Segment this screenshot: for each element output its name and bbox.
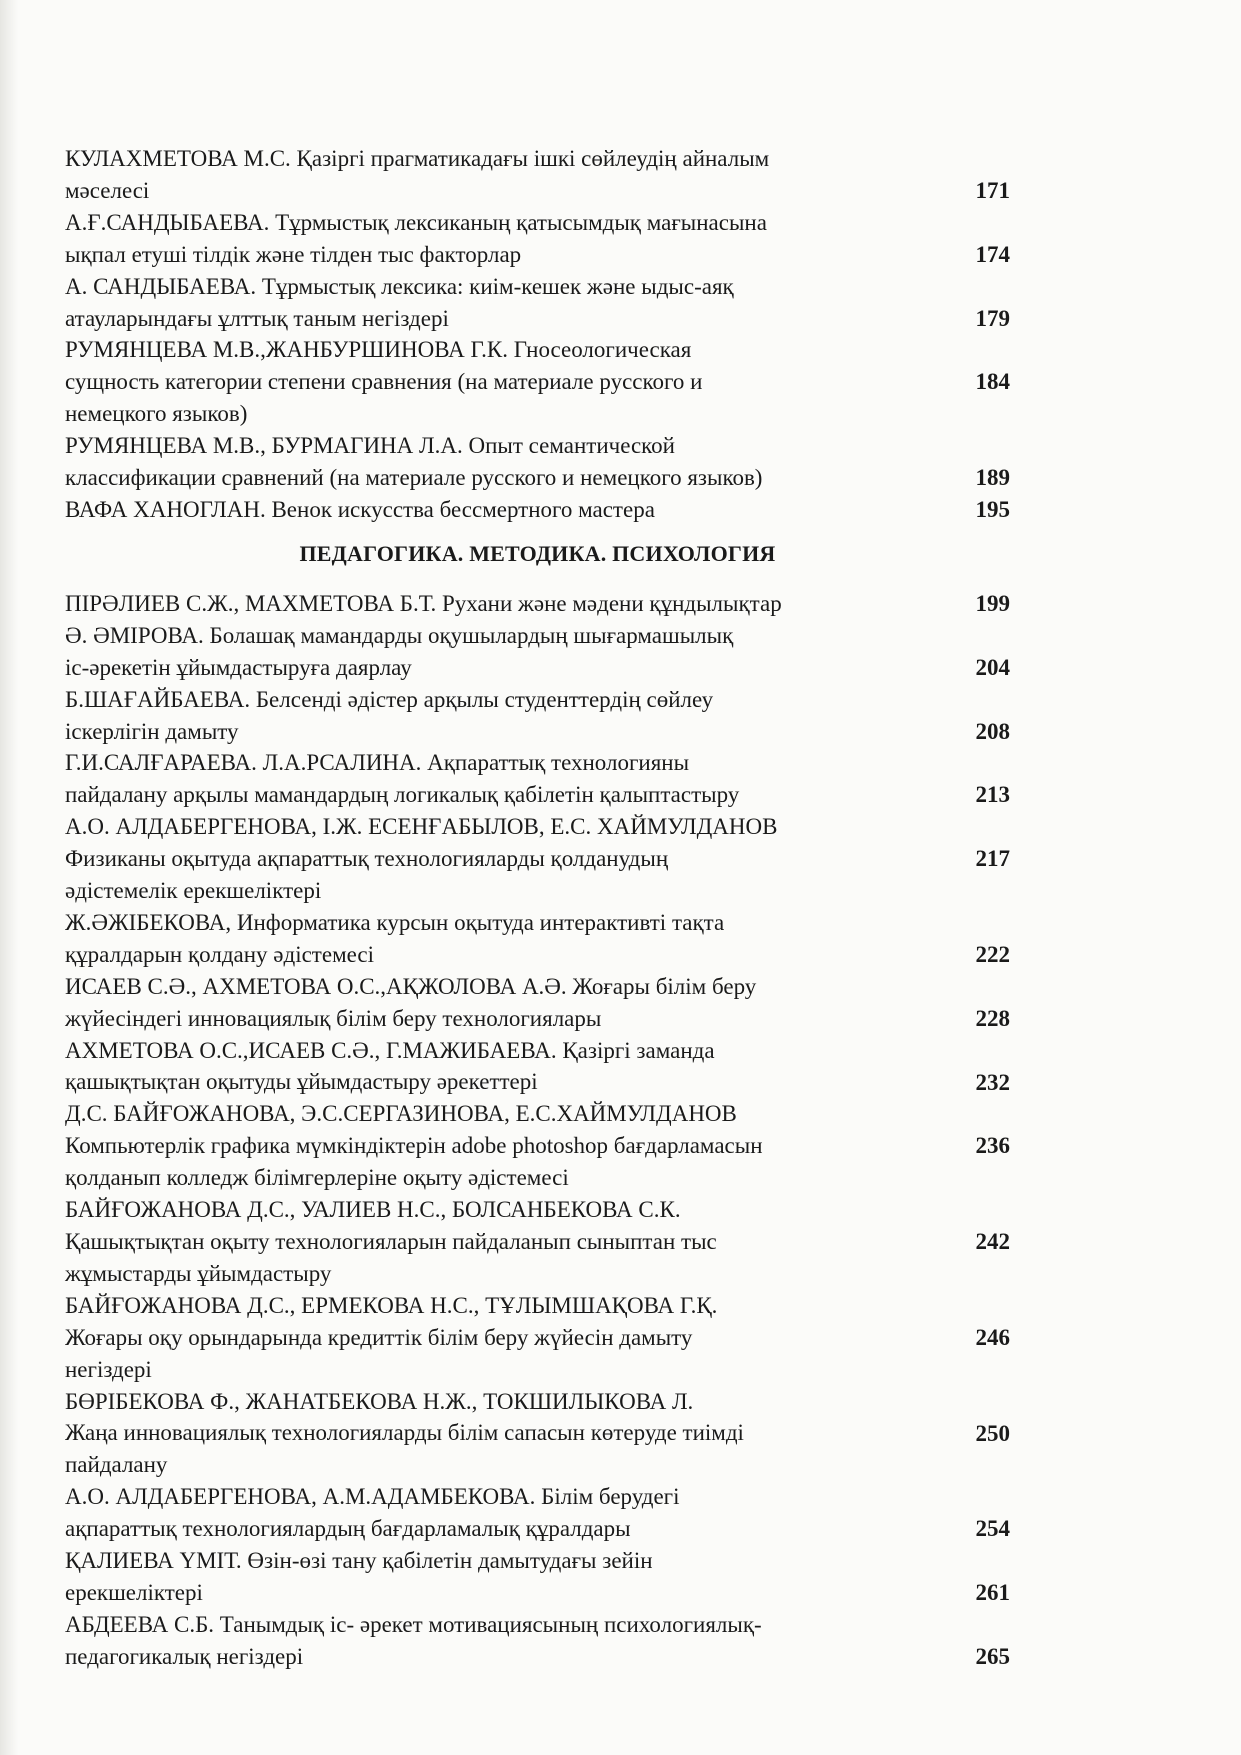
page-edge-shadow	[0, 0, 18, 1755]
entry-line: ПІРӘЛИЕВ С.Ж., МАХМЕТОВА Б.Т. Рухани және мәдени құндылықтар	[65, 590, 782, 616]
entry-page-number: 265	[975, 1643, 1010, 1669]
entry-line: мәселесі	[65, 177, 150, 203]
entry-page-number: 213	[975, 782, 1010, 808]
entry-page-number: 228	[975, 1005, 1010, 1031]
entry-line: Жоғары оқу орындарында кредиттік білім беру жүйесін дамыту	[65, 1324, 693, 1350]
table-of-contents	[65, 143, 1010, 1673]
toc-entry	[65, 1481, 1010, 1545]
entry-line: ИСАЕВ С.Ә., АХМЕТОВА О.С.,АҚЖОЛОВА А.Ә. Жоғары білім беру	[65, 973, 757, 999]
entry-page-number: 179	[975, 305, 1010, 331]
entry-line: Жаңа инновациялық технологияларды білім сапасын көтеруде тиімді	[65, 1420, 744, 1446]
entry-page-number: 242	[975, 1229, 1010, 1255]
toc-entry	[65, 143, 1010, 207]
entry-line: Б.ШАҒАЙБАЕВА. Белсенді әдістер арқылы студенттердің сөйлеу	[65, 686, 714, 712]
entry-page-number: 195	[975, 496, 1010, 522]
section-heading: ПЕДАГОГИКА. МЕТОДИКА. ПСИХОЛОГИЯ	[299, 540, 776, 566]
toc-entry	[65, 430, 1010, 494]
toc-entry	[65, 334, 1010, 430]
toc-entry	[65, 1386, 1010, 1482]
toc-entry	[65, 207, 1010, 271]
entry-line: Қашықтықтан оқыту технологияларын пайдаланып сыныптан тыс	[65, 1229, 717, 1254]
entry-line: БАЙҒОЖАНОВА Д.С., ЕРМЕКОВА Н.С., ТҰЛЫМШАҚОВА Г.Қ.	[65, 1292, 718, 1318]
entry-line: Компьютерлік графика мүмкіндіктерін adobe photoshop бағдарламасын	[65, 1133, 763, 1159]
entry-line: қолданып колледж білімгерлеріне оқыту әдістемесі	[65, 1165, 569, 1191]
entry-line: РУМЯНЦЕВА М.В., БУРМАГИНА Л.А. Опыт семантической	[65, 433, 675, 459]
entry-line: А. САНДЫБАЕВА. Тұрмыстық лексика: киім-кешек және ыдыс-аяқ	[65, 273, 734, 299]
toc-entry	[65, 1194, 1010, 1290]
toc-entry	[65, 684, 1010, 748]
entry-line: педагогикалық негіздері	[65, 1643, 304, 1669]
entry-line: КУЛАХМЕТОВА М.С. Қазіргі прагматикадағы ішкі сөйлеудің айналым	[65, 146, 770, 171]
entry-page-number: 208	[975, 718, 1010, 744]
entry-line: ВАФА ХАНОГЛАН. Венок искусства бессмертного мастера	[65, 496, 655, 522]
entry-line: Ж.ӘЖІБЕКОВА, Информатика курсын оқытуда интерактивті тақта	[65, 909, 725, 935]
entry-line: Д.С. БАЙҒОЖАНОВА, Э.С.СЕРГАЗИНОВА, Е.С.ХАЙМУЛДАНОВ	[65, 1101, 737, 1127]
entry-line: жүйесіндегі инновациялық білім беру технологиялары	[65, 1005, 602, 1031]
entry-page-number: 174	[975, 241, 1010, 267]
entry-line: АХМЕТОВА О.С.,ИСАЕВ С.Ә., Г.МАЖИБАЕВА. Қазіргі заманда	[65, 1037, 715, 1063]
toc-entry	[65, 494, 1010, 526]
entry-page-number: 171	[975, 178, 1010, 203]
toc-entry	[65, 971, 1010, 1035]
entry-line: немецкого языков)	[65, 401, 248, 427]
toc-entry	[65, 1098, 1010, 1194]
toc-entry	[65, 747, 1010, 811]
entry-line: А.Ғ.САНДЫБАЕВА. Тұрмыстық лексиканың қатысымдық мағынасына	[65, 209, 767, 235]
entry-line: БАЙҒОЖАНОВА Д.С., УАЛИЕВ Н.С., БОЛСАНБЕКОВА С.К.	[65, 1197, 681, 1223]
entry-page-number: 199	[975, 590, 1010, 616]
entry-line: Г.И.САЛҒАРАЕВА. Л.А.РСАЛИНА. Ақпараттық технологияны	[65, 750, 690, 776]
toc-entry	[65, 1609, 1010, 1673]
entry-line: АБДЕЕВА С.Б. Танымдық іс- әрекет мотивациясының психологиялық-	[65, 1611, 762, 1637]
toc-entry	[65, 1035, 1010, 1099]
entry-line: Ә. ӘМІРОВА. Болашақ мамандарды оқушылардың шығармашылық	[65, 622, 734, 648]
entry-line: А.О. АЛДАБЕРГЕНОВА, А.М.АДАМБЕКОВА. Білім берудегі	[65, 1484, 680, 1510]
entry-page-number: 232	[975, 1069, 1010, 1095]
entry-page-number: 189	[975, 465, 1010, 491]
toc-entry	[65, 271, 1010, 335]
toc-entry	[65, 811, 1010, 907]
entry-line: негіздері	[65, 1356, 152, 1382]
entry-line: сущность категории степени сравнения (на материале русского и	[65, 369, 703, 395]
entry-line: атауларындағы ұлттық таным негіздері	[65, 305, 449, 331]
entry-page-number: 236	[975, 1133, 1010, 1159]
toc-entry	[65, 1545, 1010, 1609]
entry-line: БӨРІБЕКОВА Ф., ЖАНАТБЕКОВА Н.Ж., ТОКШИЛЫКОВА Л.	[65, 1388, 694, 1414]
entry-line: құралдарын қолдану әдістемесі	[65, 941, 375, 967]
entry-line: классификации сравнений (на материале русского и немецкого языков)	[65, 465, 763, 491]
entry-line: ықпал етуші тілдік және тілден тыс факторлар	[65, 241, 522, 267]
entry-line: іскерлігін дамыту	[65, 718, 239, 744]
entry-line: ерекшеліктері	[65, 1579, 203, 1605]
entry-line: қашықтықтан оқытуды ұйымдастыру әрекеттері	[65, 1069, 538, 1095]
entry-line: әдістемелік ерекшеліктері	[65, 878, 322, 904]
toc-entry	[65, 907, 1010, 971]
entry-page-number: 184	[975, 369, 1010, 395]
entry-line: РУМЯНЦЕВА М.В.,ЖАНБУРШИНОВА Г.К. Гносеологическая	[65, 337, 692, 363]
entry-line: іс-әрекетін ұйымдастыруға даярлау	[65, 654, 412, 680]
entry-page-number: 222	[975, 941, 1010, 967]
toc-entry	[65, 1290, 1010, 1386]
entry-line: Физиканы оқытуда ақпараттық технологияларды қолданудың	[65, 846, 669, 872]
entry-line: пайдалану	[65, 1452, 168, 1478]
entry-line: А.О. АЛДАБЕРГЕНОВА, І.Ж. ЕСЕНҒАБЫЛОВ, Е.С. ХАЙМУЛДАНОВ	[65, 814, 778, 840]
entry-page-number: 217	[975, 846, 1010, 872]
entry-page-number: 246	[975, 1324, 1010, 1350]
entry-page-number: 261	[975, 1580, 1010, 1606]
entry-line: пайдалану арқылы мамандардың логикалық қабілетін қалыптастыру	[65, 782, 740, 808]
entry-line: ҚАЛИЕВА ҮМІТ. Өзін-өзі тану қабілетін дамытудағы зейін	[65, 1548, 653, 1574]
entry-line: ақпараттық технологиялардың бағдарламалық құралдары	[65, 1516, 631, 1542]
entry-line: жұмыстарды ұйымдастыру	[65, 1260, 332, 1286]
entry-page-number: 250	[975, 1420, 1010, 1446]
toc-entry	[65, 588, 1010, 620]
entry-page-number: 204	[975, 654, 1010, 680]
entry-page-number: 254	[975, 1516, 1010, 1542]
toc-entry	[65, 620, 1010, 684]
